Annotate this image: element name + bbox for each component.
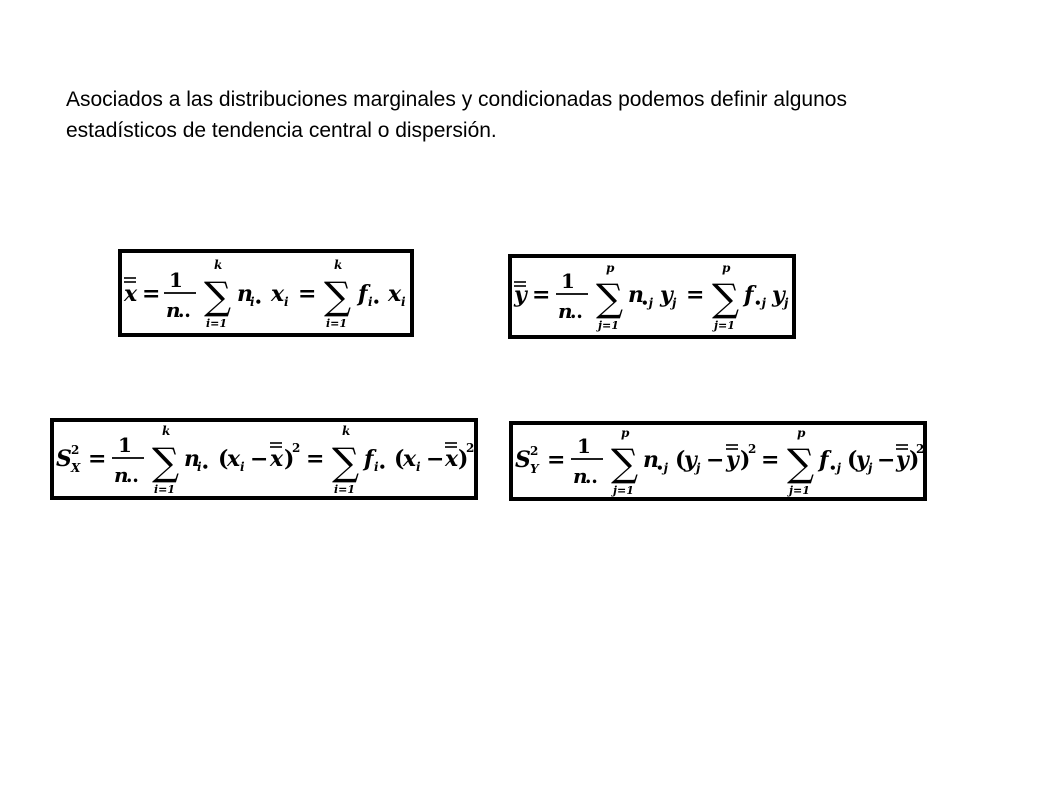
mean-y-sum1-sigma: ∑ — [596, 276, 624, 320]
variance-y-fraction-numerator: 1 — [577, 434, 591, 458]
variance-x-paren-open-1: ( — [218, 446, 229, 472]
variance-y-sum1-sigma: ∑ — [611, 441, 639, 485]
variance-y-symbol: S — [515, 447, 531, 473]
variance-y-mean-1: y — [726, 447, 739, 473]
mean-y-sum2-sigma: ∑ — [712, 276, 740, 320]
formula-variance-y-svg — [513, 425, 923, 497]
formula-mean-y-svg — [512, 258, 792, 335]
variance-y-sum2-sigma: ∑ — [787, 441, 815, 485]
variance-y-sum2-lower: j=1 — [789, 484, 810, 497]
formula-mean-x-svg — [122, 253, 410, 333]
mean-y-sum2-upper: p — [722, 261, 731, 275]
variance-x-term1-sub: i• — [197, 460, 210, 474]
variance-y-symbol-sup: 2 — [530, 444, 539, 458]
variance-y-square-2: 2 — [916, 442, 925, 456]
mean-x-term1: n — [237, 281, 253, 307]
variance-y-square-1: 2 — [748, 442, 757, 456]
variance-y-paren-close-1: ) — [740, 447, 751, 473]
mean-y-term1: n — [628, 282, 644, 308]
mean-x-fraction-numerator: 1 — [169, 268, 183, 292]
variance-x-sum1-lower: i=1 — [154, 483, 176, 496]
variance-x-minus-2: − — [426, 446, 445, 472]
variance-x-fraction-numerator: 1 — [118, 433, 132, 457]
variance-x-symbol-sub: X — [71, 461, 81, 475]
variance-y-eq-1: = — [547, 447, 566, 473]
variance-y-paren-close-2: ) — [909, 447, 920, 473]
variance-x-square-2: 2 — [466, 441, 475, 455]
variance-x-sum2-sigma: ∑ — [332, 440, 360, 484]
mean-x-sum1-upper: k — [214, 258, 223, 272]
mean-x-term1-sub: i• — [250, 295, 263, 309]
mean-y-eq-1: = — [532, 282, 551, 308]
variance-x-paren-close-2: ) — [458, 446, 469, 472]
variance-x-sum1-upper: k — [162, 424, 171, 438]
variance-y-term2-sub: •j — [829, 461, 842, 475]
mean-y-fraction-numerator: 1 — [561, 269, 575, 293]
variance-x-term2-sub: i• — [374, 460, 387, 474]
intro-line-2: estadísticos de tendencia central o dispersión. — [66, 119, 497, 142]
variance-y-paren-open-2: ( — [847, 447, 858, 473]
formula-mean-y — [508, 254, 796, 339]
intro-paragraph — [66, 84, 1026, 146]
variance-x-var-2: x — [403, 446, 417, 472]
variance-y-symbol-sub: Y — [530, 462, 539, 476]
mean-x-term2: f — [358, 281, 368, 307]
mean-y-var-2: y — [772, 282, 785, 308]
mean-x-var-2-sub: i — [401, 295, 406, 309]
variance-x-minus-1: − — [250, 446, 269, 472]
mean-y-var-1: y — [660, 282, 673, 308]
variance-x-term2: f — [364, 446, 374, 472]
variance-x-eq-1: = — [88, 446, 107, 472]
mean-x-sum1-lower: i=1 — [206, 317, 228, 330]
formula-variance-x — [50, 418, 478, 500]
variance-x-denominator-dots: •• — [126, 476, 139, 487]
variance-y-denominator-dots: •• — [585, 477, 598, 488]
mean-y-term2-sub: •j — [754, 296, 767, 310]
variance-y-term1-sub: •j — [656, 461, 669, 475]
variance-y-paren-open-1: ( — [675, 447, 686, 473]
mean-y-sum2-lower: j=1 — [714, 319, 735, 332]
variance-x-var-1-sub: i — [240, 460, 245, 474]
formula-variance-x-svg — [54, 422, 474, 496]
mean-x-sum2-sigma: ∑ — [324, 274, 352, 318]
variance-y-fraction-denominator: n — [573, 464, 588, 488]
variance-x-symbol-sup: 2 — [71, 443, 80, 457]
variance-x-fraction-denominator: n — [114, 463, 129, 487]
mean-x-var-1-sub: i — [284, 295, 289, 309]
variance-y-var-2-sub: j — [868, 461, 873, 475]
mean-x-eq-1: = — [142, 281, 161, 307]
variance-x-square-1: 2 — [292, 441, 301, 455]
mean-x-var-1: x — [271, 281, 285, 307]
variance-y-eq-2: = — [761, 447, 780, 473]
variance-y-term1: n — [643, 447, 659, 473]
intro-line-1: Asociados a las distribuciones marginales y condicionadas podemos definir algunos — [66, 88, 847, 111]
variance-x-symbol: S — [56, 446, 72, 472]
variance-x-paren-open-2: ( — [394, 446, 405, 472]
mean-y-var-2-sub: j — [784, 296, 789, 310]
variance-x-var-1: x — [227, 446, 241, 472]
variance-x-sum1-sigma: ∑ — [152, 440, 180, 484]
mean-y-sum1-upper: p — [606, 261, 615, 275]
mean-y-denominator-dots: •• — [570, 312, 583, 323]
variance-y-sum1-lower: j=1 — [613, 484, 634, 497]
variance-x-eq-2: = — [306, 446, 325, 472]
variance-x-term1: n — [184, 446, 200, 472]
variance-y-minus-2: − — [877, 447, 896, 473]
variance-y-var-2: y — [856, 447, 869, 473]
variance-y-var-1: y — [684, 447, 697, 473]
mean-x-sum2-lower: i=1 — [326, 317, 348, 330]
variance-y-sum2-upper: p — [797, 426, 806, 440]
variance-x-paren-close-1: ) — [284, 446, 295, 472]
variance-x-mean-1: x — [270, 446, 284, 472]
mean-x-sum2-upper: k — [334, 258, 343, 272]
mean-y-fraction-denominator: n — [558, 299, 573, 323]
variance-y-var-1-sub: j — [696, 461, 701, 475]
variance-y-sum1-upper: p — [621, 426, 630, 440]
mean-y-term2: f — [744, 282, 754, 308]
mean-x-eq-2: = — [298, 281, 317, 307]
mean-x-sum1-sigma: ∑ — [204, 274, 232, 318]
mean-y-var-1-sub: j — [672, 296, 677, 310]
mean-y-term1-sub: •j — [641, 296, 654, 310]
variance-x-var-2-sub: i — [416, 460, 421, 474]
mean-x-term2-sub: i• — [368, 295, 381, 309]
mean-x-fraction-denominator: n — [166, 298, 181, 322]
variance-y-term2: f — [819, 447, 829, 473]
variance-y-minus-1: − — [706, 447, 725, 473]
mean-y-eq-2: = — [686, 282, 705, 308]
mean-x-denominator-dots: •• — [178, 311, 191, 322]
variance-x-sum2-upper: k — [342, 424, 351, 438]
mean-y-lhs-var: y — [514, 282, 527, 308]
formula-mean-x — [118, 249, 414, 337]
mean-x-lhs-var: x — [124, 281, 138, 307]
variance-y-mean-2: y — [896, 447, 909, 473]
variance-x-mean-2: x — [445, 446, 459, 472]
mean-x-var-2: x — [388, 281, 402, 307]
mean-y-sum1-lower: j=1 — [598, 319, 619, 332]
formula-variance-y — [509, 421, 927, 501]
variance-x-sum2-lower: i=1 — [334, 483, 356, 496]
